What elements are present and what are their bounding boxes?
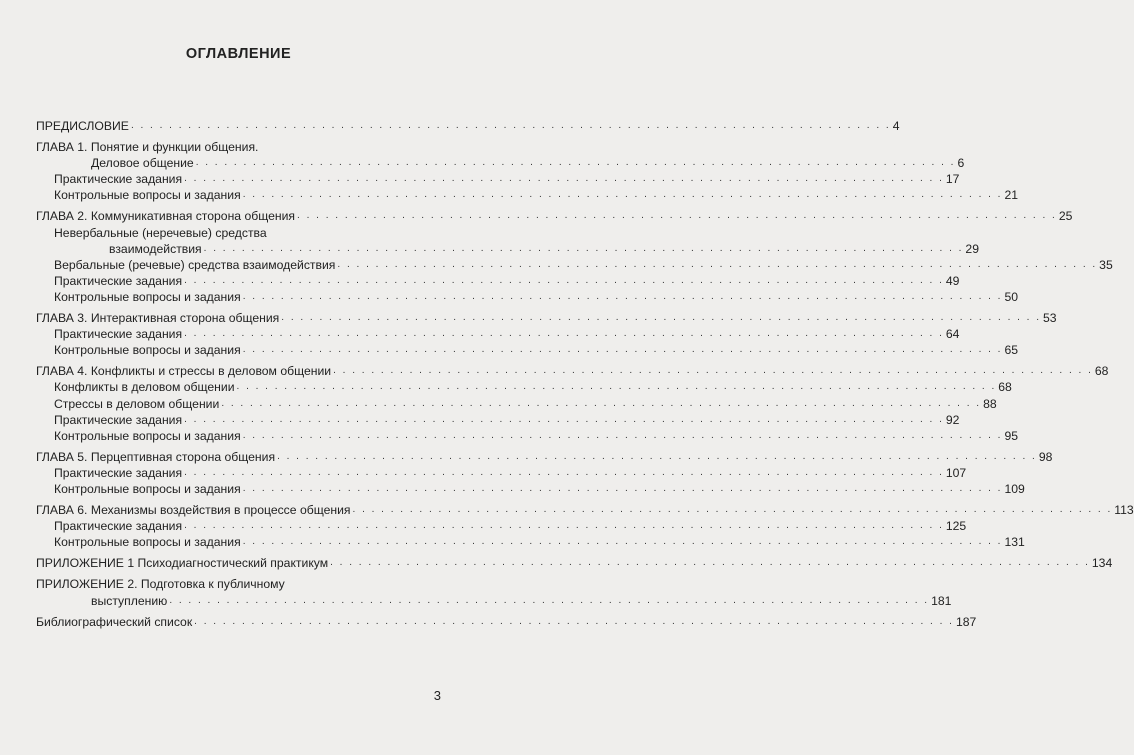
toc-entry-row (54, 273, 960, 289)
toc-entry-page: 64 (945, 327, 960, 342)
toc-entry-row (54, 241, 979, 257)
dot-leader (194, 614, 954, 630)
dot-leader (353, 502, 1113, 518)
toc-entry[interactable] (36, 576, 952, 608)
toc-entry[interactable] (36, 363, 1109, 379)
toc-entry-label: ГЛАВА 6. Механизмы воздействия в процессе общения (36, 503, 351, 518)
toc-entry-label: Контрольные вопросы и задания (54, 188, 241, 203)
toc-entry[interactable] (36, 614, 977, 630)
toc-entry[interactable] (36, 379, 1012, 395)
toc-entry-label: Практические задания (54, 519, 183, 534)
dot-leader (281, 310, 1041, 326)
toc-entry-page: 29 (965, 241, 979, 256)
dot-leader (184, 171, 944, 187)
toc-entry-page: 53 (1043, 311, 1057, 326)
toc-entry[interactable] (36, 412, 960, 428)
toc-entry-line: ГЛАВА 1. Понятие и функции общения. (36, 140, 259, 155)
dot-leader (330, 555, 1090, 571)
toc-entry-page: 68 (998, 380, 1012, 395)
toc-entry[interactable] (36, 139, 965, 171)
toc-entry-row (36, 502, 1134, 518)
toc-entry-page: 21 (1004, 188, 1019, 203)
dot-leader (204, 241, 964, 257)
toc-entry-label: взаимодействия (109, 241, 202, 256)
toc-entry-label: Контрольные вопросы и задания (54, 428, 241, 443)
toc-entry-page: 92 (945, 412, 960, 427)
toc-entry[interactable] (36, 396, 997, 412)
toc-entry-page: 17 (945, 172, 960, 187)
toc-entry-page: 88 (983, 396, 997, 411)
toc-entry[interactable] (36, 257, 1113, 273)
toc-entry[interactable] (36, 310, 1057, 326)
toc-entry-label: Контрольные вопросы и задания (54, 289, 241, 304)
dot-leader (184, 465, 944, 481)
page-title: ОГЛАВЛЕНИЕ (185, 46, 292, 62)
toc-entry[interactable] (36, 326, 960, 342)
toc-entry-label: ГЛАВА 2. Коммуникативная сторона общения (36, 209, 296, 224)
toc-entry-label: Практические задания (54, 465, 183, 480)
toc-entry-label: ГЛАВА 3. Интерактивная сторона общения (36, 311, 280, 326)
toc-entry-label: Стрессы в деловом общении (54, 396, 220, 411)
toc-entry-page: 65 (1004, 343, 1019, 358)
toc-entry-label: Вербальные (речевые) средства взаимодействия (54, 257, 336, 272)
toc-entry-line: Невербальные (неречевые) средства (54, 225, 267, 240)
toc-entry-row (36, 363, 1109, 379)
toc-entry-label: ГЛАВА 5. Перцептивная сторона общения (36, 449, 276, 464)
toc-entry[interactable] (36, 555, 1113, 571)
page-number: 3 (433, 688, 441, 703)
dot-leader (277, 449, 1037, 465)
toc-entry[interactable] (36, 449, 1053, 465)
dot-leader (221, 396, 981, 412)
toc-entry-label: ПРЕДИСЛОВИЕ (36, 119, 129, 133)
toc-entry-row (36, 310, 1057, 326)
toc-entry-row (54, 481, 1025, 497)
toc-entry-label: Практические задания (54, 172, 183, 187)
toc-entry-row (36, 555, 1113, 571)
dot-leader (243, 289, 1003, 305)
toc-entry-page: 35 (1099, 257, 1113, 272)
toc-entry-label: Практические задания (54, 273, 183, 288)
toc-entry-page: 181 (931, 593, 952, 608)
toc-entry[interactable] (36, 465, 967, 481)
toc-entry[interactable] (36, 481, 1025, 497)
toc-entry-page: 134 (1091, 556, 1113, 571)
toc-entry-label: Практические задания (54, 327, 183, 342)
dot-leader (243, 534, 1003, 550)
toc-entry-label: выступлению (91, 593, 168, 608)
toc-entry-page: 187 (955, 614, 977, 629)
toc-entry[interactable] (36, 187, 1019, 203)
dot-leader (297, 208, 1057, 224)
toc-entry-row (36, 614, 977, 630)
toc-entry-page: 107 (945, 465, 967, 480)
toc-entry-page: 68 (1094, 364, 1109, 379)
toc-entry-page: 113 (1114, 503, 1134, 518)
toc-entry[interactable] (36, 534, 1025, 550)
toc-entry-page: 95 (1004, 428, 1019, 443)
dot-leader (184, 326, 944, 342)
toc-entry-row (54, 326, 960, 342)
toc-entry-row (54, 465, 967, 481)
toc-entry-label: ПРИЛОЖЕНИЕ 1 Психодиагностический практикум (36, 556, 329, 571)
toc-entry-row (54, 187, 1019, 203)
toc-entry-label: ГЛАВА 4. Конфликты и стрессы в деловом общении (36, 364, 332, 379)
toc-entry-page: 125 (945, 519, 967, 534)
toc-entry-label: Конфликты в деловом общении (54, 380, 235, 395)
toc-entry-page: 49 (945, 273, 960, 288)
toc-entry-page: 131 (1004, 535, 1025, 550)
toc-entry-row (54, 534, 1025, 550)
toc-entry[interactable] (36, 171, 960, 187)
toc-entry[interactable] (36, 428, 1019, 444)
toc-entry-row (54, 171, 960, 187)
dot-leader (243, 481, 1003, 497)
toc-entry-label: Библиографический список (36, 614, 193, 629)
toc-entry[interactable] (36, 518, 967, 534)
toc-entry-row (54, 412, 960, 428)
toc-entry-page: 6 (957, 156, 965, 171)
toc-entry-label: Контрольные вопросы и задания (54, 535, 241, 550)
dot-leader (243, 428, 1003, 444)
toc-entry-label: Практические задания (54, 412, 183, 427)
toc-entry-page: 4 (892, 119, 900, 133)
dot-leader (333, 363, 1093, 379)
toc-entry[interactable] (36, 225, 979, 257)
toc-entry[interactable] (36, 342, 1019, 358)
toc-entry-row (54, 342, 1019, 358)
toc-entry[interactable] (36, 289, 1019, 305)
toc-entry-row (54, 518, 967, 534)
toc-entry-row (36, 118, 900, 134)
dot-leader (243, 187, 1003, 203)
toc-entry-label: Контрольные вопросы и задания (54, 481, 241, 496)
dot-leader (196, 155, 956, 171)
toc-entry-row (36, 155, 965, 171)
toc-entry-line: ПРИЛОЖЕНИЕ 2. Подготовка к публичному (36, 577, 285, 592)
toc-entry[interactable] (36, 502, 1134, 518)
table-of-contents (36, 118, 1134, 630)
dot-leader (184, 273, 944, 289)
toc-entry-row (54, 289, 1019, 305)
toc-entry[interactable] (36, 273, 960, 289)
toc-entry[interactable] (36, 208, 1073, 224)
toc-entry-row (54, 257, 1113, 273)
toc-entry-row (36, 208, 1073, 224)
toc-entry[interactable] (36, 118, 900, 134)
toc-entry-row (54, 428, 1019, 444)
toc-entry-label: Деловое общение (91, 156, 194, 171)
toc-entry-page: 25 (1058, 209, 1073, 224)
toc-entry-row (54, 379, 1012, 395)
dot-leader (184, 412, 944, 428)
dot-leader (243, 342, 1003, 358)
toc-entry-page: 98 (1038, 449, 1053, 464)
dot-leader (237, 379, 997, 395)
toc-entry-page: 50 (1004, 289, 1019, 304)
toc-entry-row (36, 449, 1053, 465)
dot-leader (184, 518, 944, 534)
toc-entry-row (54, 396, 997, 412)
dot-leader (169, 593, 929, 609)
toc-entry-label: Контрольные вопросы и задания (54, 343, 241, 358)
toc-entry-row (36, 593, 952, 609)
dot-leader (131, 118, 891, 134)
dot-leader (337, 257, 1097, 273)
toc-entry-page: 109 (1004, 481, 1025, 496)
